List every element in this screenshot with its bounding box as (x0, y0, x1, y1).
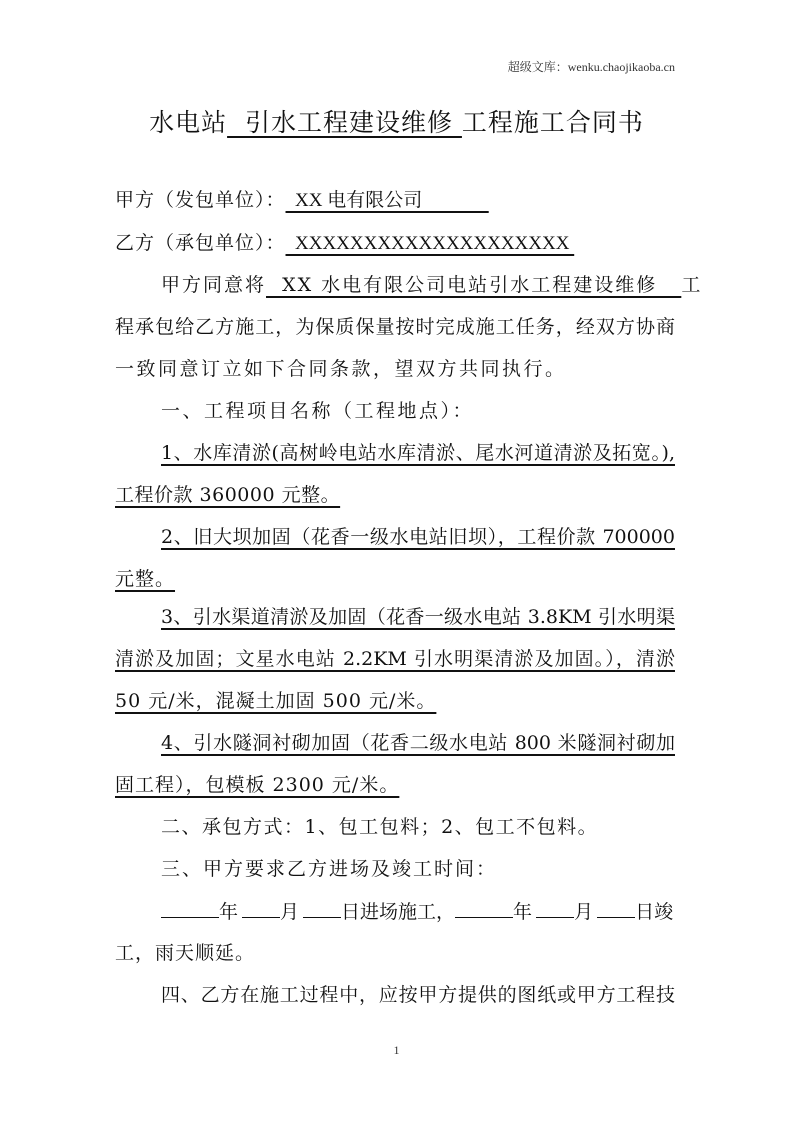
item-4-line-2: 固工程），包模板 2300 元/米。 (115, 774, 400, 796)
start-month-field[interactable] (242, 897, 280, 918)
party-a-line (115, 186, 675, 215)
item-2-line-2: 元整。 (115, 568, 176, 590)
intro-underlined: XX 水电有限公司电站引水工程建设维修 (266, 274, 682, 296)
intro-line-1 (115, 271, 703, 299)
intro-line-3: 一致同意订立如下合同条款，望双方共同执行。 (115, 358, 567, 380)
title-underlined: 引水工程建设维修 (227, 108, 462, 137)
party-a-value: XX 电有限公司 (285, 190, 489, 211)
date-line-2: 工，雨天顺延。 (115, 942, 256, 964)
item-4-line-1: 4、引水隧洞衬砌加固（花香二级水电站 800 米隧洞衬砌加 (161, 732, 675, 754)
date-line: 年 月 日进场施工， 年 月 日竣 (115, 897, 675, 926)
party-b-line (115, 229, 675, 258)
party-b-value: XXXXXXXXXXXXXXXXXXXX (285, 233, 575, 254)
watermark-header: 超级文库：wenku.chaojikaoba.cn (507, 60, 675, 74)
page-number: 1 (393, 1043, 400, 1057)
item-3-line-2: 清淤及加固；文星水电站 2.2KM 引水明渠清淤及加固。），清淤 (115, 648, 675, 670)
intro-line-2: 程承包给乙方施工，为保质保量按时完成施工任务，经双方协商 (115, 316, 675, 338)
intro-prefix: 甲方同意将 (161, 274, 267, 296)
section-2-text: 二、承包方式：1、包工包料；2、包工不包料。 (161, 816, 599, 838)
party-b-label: 乙方（承包单位）： (115, 232, 286, 254)
item-3-line-3: 50 元/米，混凝土加固 500 元/米。 (115, 690, 437, 712)
end-day-field[interactable] (597, 897, 635, 918)
section-3-heading: 三、甲方要求乙方进场及竣工时间： (161, 858, 498, 880)
end-year-field[interactable] (455, 897, 513, 918)
party-a-label: 甲方（发包单位）： (115, 189, 286, 211)
section-4-line-1: 四、乙方在施工过程中，应按甲方提供的图纸或甲方工程技 (161, 984, 675, 1006)
intro-suffix: 工 (681, 274, 703, 296)
item-1-line-1: 1、水库清淤(高树岭电站水库清淤、尾水河道清淤及拓宽。), (161, 442, 675, 464)
item-1-line-2: 工程价款 360000 元整。 (115, 484, 341, 506)
item-3-line-1: 3、引水渠道清淤及加固（花香一级水电站 3.8KM 引水明渠 (161, 606, 675, 628)
title-suffix: 工程施工合同书 (461, 108, 644, 137)
item-2-line-1: 2、旧大坝加固（花香一级水电站旧坝），工程价款 700000 (161, 526, 675, 548)
end-month-field[interactable] (536, 897, 574, 918)
title-prefix: 水电站 (149, 108, 228, 137)
page-title (0, 103, 793, 139)
section-1-heading: 一、工程项目名称（工程地点）： (161, 400, 475, 422)
start-year-field[interactable] (161, 897, 219, 918)
start-day-field[interactable] (303, 897, 341, 918)
